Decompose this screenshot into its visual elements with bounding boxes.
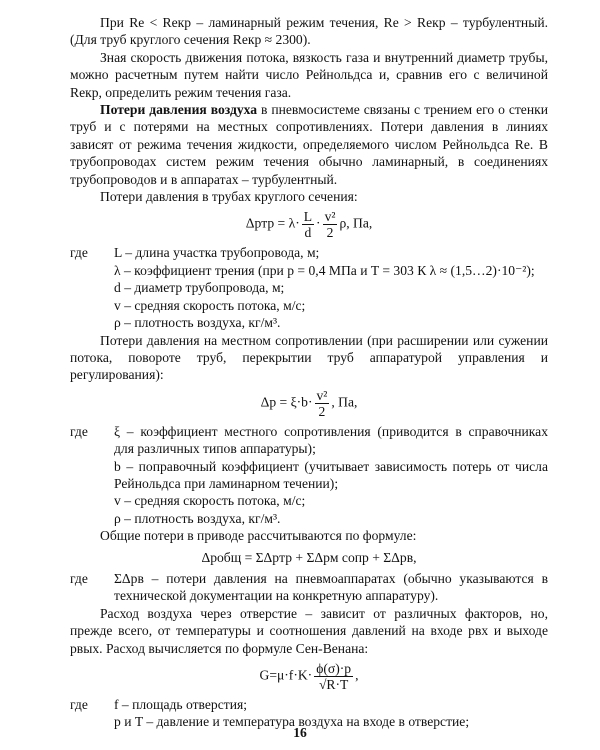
definition-item: b – поправочный коэффициент (учитывает зависимость потерь от числа Рейнольдса при ламинарном течении); xyxy=(114,458,548,491)
definition-item: L – длина участка трубопровода, м; xyxy=(114,245,320,261)
paragraph-pipe-loss: Потери давления в трубах круглого сечения: xyxy=(100,189,358,205)
formula-saint-venant: G=μ·f·K· $\frac{\phi(\sigma)\cdot p}{√R\cdot T}$ , xyxy=(259,661,359,692)
definition-list-2 xyxy=(70,423,548,458)
where-label: где xyxy=(70,570,88,586)
formula-local-loss: Δp = ξ·b· $\frac{\text{v²}}{2}$ , Па, xyxy=(260,387,358,419)
definition-list-1 xyxy=(70,244,548,261)
definition-list-3 xyxy=(70,570,548,605)
definition-item: ρ – плотность воздуха, кг/м³. xyxy=(114,510,281,526)
fraction-l-d: $\frac{L}{d}$ xyxy=(303,209,313,241)
where-label: где xyxy=(70,423,88,439)
paragraph-reynolds-regime: При Re < Reкр – ламинарный режим течения, Re > Reкр – турбулентный. (Для труб круглого сечения Reкр ≈ 2300). xyxy=(70,15,548,48)
definition-item: ΣΔpв – потери давления на пневмоаппаратах (обычно указываются в технической документации на конкретную аппаратуру). xyxy=(114,570,548,604)
page-content xyxy=(70,14,548,731)
definition-item: ξ – коэффициент местного сопротивления (приводится в справочниках для различных типов аппаратуры); xyxy=(114,423,548,457)
formula-pipe-loss: Δpтр = λ· $\frac{L}{d}$ · $\frac{\text{v²}}{2}$ ρ, Па, xyxy=(245,209,373,241)
paragraph-air-flow: Расход воздуха через отверстие – зависит от различных факторов, но, прежде всего, от температуры и соотношения давлений на входе pвх и выходе pвых. Расход вычисляется по формуле Сен-Венана: xyxy=(70,605,548,656)
definition-list-4 xyxy=(70,696,548,713)
where-label: где xyxy=(70,697,88,712)
definition-item: v – средняя скорость потока, м/с; xyxy=(114,297,306,313)
definition-item: d – диаметр трубопровода, м; xyxy=(114,280,285,296)
definition-item: λ – коэффициент трения (при p = 0,4 МПа и T = 303 К λ ≈ (1,5…2)·10⁻²); xyxy=(114,262,535,278)
definition-item: p и T – давление и температура воздуха на входе в отверстие; xyxy=(114,714,470,730)
fraction-v2-2: $\frac{\text{v²}}{2}$ xyxy=(316,387,328,419)
definition-item: ρ – плотность воздуха, кг/м³. xyxy=(114,315,281,331)
paragraph-total-loss: Общие потери в приводе рассчитываются по формуле: xyxy=(100,528,417,544)
fraction-flow: $\frac{\phi(\sigma)\cdot p}{√R\cdot T}$ xyxy=(316,661,352,692)
definition-item: f – площадь отверстия; xyxy=(114,697,247,712)
paragraph-pressure-loss xyxy=(70,101,548,188)
where-label: где xyxy=(70,245,88,261)
paragraph-local-loss: Потери давления на местном сопротивлении (при расширении или сужении потока, повороте труб, перекрытии труб аппаратурой управления и регулирования): xyxy=(70,332,548,383)
definition-item: v – средняя скорость потока, м/с; xyxy=(114,493,306,509)
formula-total-loss: Δpобщ = ΣΔpтр + ΣΔpм сопр + ΣΔpв, xyxy=(201,549,417,565)
paragraph-pressure-loss-text: в пневмосистеме связаны с трением его о стенки труб и с потерями на местных сопротивлениях. Потери давления в линиях зависят от режима течения жидкости, определяемого числом Рейнольдса Re. В трубопроводах систем режим течения обычно ламинарный, в соединениях трубопроводов и в аппаратах – турбулентный. xyxy=(70,102,548,187)
fraction-v2-2: $\frac{\text{v²}}{2}$ xyxy=(324,209,336,241)
page-number: 16 xyxy=(293,725,307,740)
term-pressure-loss: Потери давления воздуха xyxy=(100,102,258,118)
paragraph-reynolds-calc: Зная скорость движения потока, вязкость газа и внутренний диаметр трубы, можно расчетным путем найти число Рейнольдса и, сравнив его с величиной Reкр, определить режим течения газа. xyxy=(70,49,548,100)
